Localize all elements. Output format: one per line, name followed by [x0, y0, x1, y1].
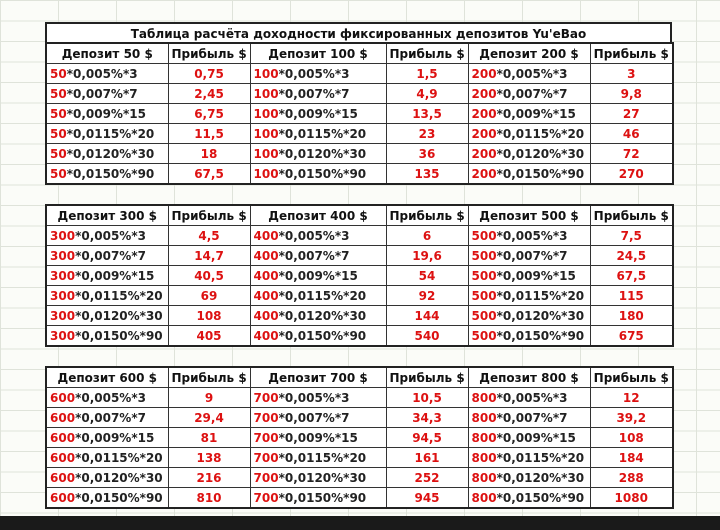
- rate-expression: *0,0115%*20: [496, 450, 585, 465]
- formula-cell[interactable]: [468, 468, 590, 488]
- formula-cell[interactable]: [468, 226, 590, 246]
- profit-cell[interactable]: 67,5: [168, 164, 250, 185]
- profit-cell[interactable]: 184: [590, 448, 673, 468]
- rate-expression: *0,0150%*90: [75, 328, 163, 343]
- profit-cell[interactable]: 12: [590, 388, 673, 408]
- profit-header: Прибыль $: [386, 43, 468, 64]
- rate-expression: *0,009%*15: [66, 106, 146, 121]
- formula-cell[interactable]: [468, 266, 590, 286]
- rate-expression: *0,007%*7: [75, 248, 146, 263]
- formula-cell[interactable]: [468, 164, 590, 185]
- profit-cell[interactable]: 13,5: [386, 104, 468, 124]
- deposit-header: Депозит 500 $: [468, 205, 590, 226]
- deposit-amount: 700: [253, 410, 279, 425]
- table-row: [46, 84, 673, 104]
- formula-cell[interactable]: [250, 144, 386, 164]
- deposit-amount: 400: [253, 308, 279, 323]
- deposit-header: Депозит 800 $: [468, 367, 590, 388]
- profit-cell[interactable]: 405: [168, 326, 250, 347]
- deposit-table-3: [45, 366, 674, 509]
- table-row: [46, 428, 673, 448]
- profit-header: Прибыль $: [386, 367, 468, 388]
- profit-cell[interactable]: 945: [386, 488, 468, 509]
- formula-cell[interactable]: [250, 428, 386, 448]
- rate-expression: *0,0120%*30: [66, 146, 155, 161]
- rate-expression: *0,0115%*20: [66, 126, 155, 141]
- profit-cell[interactable]: 216: [168, 468, 250, 488]
- profit-cell[interactable]: 108: [590, 428, 673, 448]
- formula-cell[interactable]: [46, 266, 168, 286]
- table-row: [46, 286, 673, 306]
- deposit-amount: 100: [253, 146, 279, 161]
- deposit-amount: 100: [253, 106, 279, 121]
- profit-header: Прибыль $: [168, 205, 250, 226]
- table-row: [46, 468, 673, 488]
- profit-header: Прибыль $: [590, 205, 673, 226]
- deposit-amount: 100: [253, 66, 279, 81]
- rate-expression: *0,005%*3: [278, 228, 350, 243]
- rate-expression: *0,007%*7: [496, 248, 568, 263]
- deposit-amount: 500: [471, 228, 497, 243]
- formula-cell[interactable]: [468, 306, 590, 326]
- rate-expression: *0,0150%*90: [66, 166, 155, 181]
- deposit-amount: 500: [471, 308, 497, 323]
- rate-expression: *0,0120%*30: [75, 308, 163, 323]
- rate-expression: *0,0150%*90: [278, 490, 367, 505]
- deposit-amount: 500: [471, 268, 497, 283]
- formula-cell[interactable]: [250, 64, 386, 84]
- formula-cell[interactable]: [468, 124, 590, 144]
- table-row: [46, 326, 673, 347]
- profit-cell[interactable]: 11,5: [168, 124, 250, 144]
- formula-cell[interactable]: [468, 64, 590, 84]
- profit-header: Прибыль $: [386, 205, 468, 226]
- table-row: [46, 266, 673, 286]
- rate-expression: *0,005%*3: [496, 66, 568, 81]
- rate-expression: *0,0150%*90: [496, 328, 585, 343]
- rate-expression: *0,0120%*30: [278, 308, 367, 323]
- profit-cell[interactable]: 9,8: [590, 84, 673, 104]
- profit-cell[interactable]: 69: [168, 286, 250, 306]
- deposit-amount: 800: [471, 390, 497, 405]
- table-row: [46, 448, 673, 468]
- deposit-amount: 800: [471, 490, 497, 505]
- formula-cell[interactable]: [468, 286, 590, 306]
- profit-cell[interactable]: 288: [590, 468, 673, 488]
- profit-cell[interactable]: 92: [386, 286, 468, 306]
- deposit-amount: 800: [471, 430, 497, 445]
- rate-expression: *0,0150%*90: [496, 490, 585, 505]
- deposit-amount: 700: [253, 450, 279, 465]
- formula-cell[interactable]: [468, 84, 590, 104]
- rate-expression: *0,005%*3: [278, 66, 350, 81]
- formula-cell[interactable]: [250, 104, 386, 124]
- deposit-amount: 700: [253, 470, 279, 485]
- formula-cell[interactable]: [46, 488, 168, 509]
- formula-cell[interactable]: [468, 428, 590, 448]
- deposit-header: Депозит 400 $: [250, 205, 386, 226]
- profit-cell[interactable]: 18: [168, 144, 250, 164]
- profit-cell[interactable]: 29,4: [168, 408, 250, 428]
- header-row: [46, 367, 673, 388]
- deposit-amount: 100: [253, 126, 279, 141]
- profit-cell[interactable]: 0,75: [168, 64, 250, 84]
- header-row: [46, 205, 673, 226]
- formula-cell[interactable]: [468, 388, 590, 408]
- table-row: [46, 408, 673, 428]
- profit-cell[interactable]: 4,9: [386, 84, 468, 104]
- formula-cell[interactable]: [468, 144, 590, 164]
- formula-cell[interactable]: [46, 104, 168, 124]
- rate-expression: *0,0150%*90: [278, 166, 367, 181]
- rate-expression: *0,0115%*20: [278, 288, 367, 303]
- formula-cell[interactable]: [46, 448, 168, 468]
- profit-cell[interactable]: 39,2: [590, 408, 673, 428]
- table-row: [46, 104, 673, 124]
- deposit-amount: 800: [471, 470, 497, 485]
- rate-expression: *0,005%*3: [278, 390, 350, 405]
- profit-header: Прибыль $: [590, 43, 673, 64]
- rate-expression: *0,0115%*20: [278, 126, 367, 141]
- rate-expression: *0,007%*7: [278, 86, 350, 101]
- profit-cell[interactable]: 10,5: [386, 388, 468, 408]
- profit-cell[interactable]: 6: [386, 226, 468, 246]
- rate-expression: *0,0150%*90: [75, 490, 163, 505]
- formula-cell[interactable]: [46, 408, 168, 428]
- table-row: [46, 488, 673, 509]
- profit-cell[interactable]: 540: [386, 326, 468, 347]
- profit-cell[interactable]: 24,5: [590, 246, 673, 266]
- deposit-amount: 600: [50, 470, 76, 485]
- profit-cell[interactable]: 252: [386, 468, 468, 488]
- rate-expression: *0,0115%*20: [278, 450, 367, 465]
- formula-cell[interactable]: [46, 286, 168, 306]
- formula-cell[interactable]: [250, 408, 386, 428]
- table-row: [46, 226, 673, 246]
- rate-expression: *0,0120%*30: [496, 146, 585, 161]
- formula-cell[interactable]: [46, 124, 168, 144]
- formula-cell[interactable]: [250, 266, 386, 286]
- rate-expression: *0,007%*7: [278, 248, 350, 263]
- table-row: [46, 306, 673, 326]
- deposit-amount: 400: [253, 268, 279, 283]
- formula-cell[interactable]: [250, 388, 386, 408]
- deposit-amount: 50: [50, 166, 67, 181]
- table-row: [46, 64, 673, 84]
- deposit-header: Депозит 50 $: [46, 43, 168, 64]
- profit-cell[interactable]: 270: [590, 164, 673, 185]
- rate-expression: *0,0120%*30: [75, 470, 163, 485]
- deposit-header: Депозит 700 $: [250, 367, 386, 388]
- profit-cell[interactable]: 138: [168, 448, 250, 468]
- profit-header: Прибыль $: [168, 367, 250, 388]
- formula-cell[interactable]: [46, 164, 168, 185]
- deposit-amount: 200: [471, 166, 497, 181]
- deposit-amount: 700: [253, 390, 279, 405]
- deposit-amount: 200: [471, 86, 497, 101]
- rate-expression: *0,005%*3: [75, 390, 146, 405]
- formula-cell[interactable]: [46, 468, 168, 488]
- deposit-amount: 500: [471, 288, 497, 303]
- deposit-amount: 200: [471, 146, 497, 161]
- profit-cell[interactable]: 46: [590, 124, 673, 144]
- deposit-amount: 50: [50, 66, 67, 81]
- deposit-header: Депозит 200 $: [468, 43, 590, 64]
- formula-cell[interactable]: [250, 286, 386, 306]
- deposit-amount: 300: [50, 328, 76, 343]
- formula-cell[interactable]: [250, 488, 386, 509]
- profit-cell[interactable]: 144: [386, 306, 468, 326]
- deposit-amount: 500: [471, 328, 497, 343]
- profit-cell[interactable]: 7,5: [590, 226, 673, 246]
- profit-header: Прибыль $: [168, 43, 250, 64]
- rate-expression: *0,009%*15: [75, 268, 155, 283]
- deposit-amount: 400: [253, 328, 279, 343]
- deposit-amount: 700: [253, 490, 279, 505]
- profit-cell[interactable]: 34,3: [386, 408, 468, 428]
- formula-cell[interactable]: [250, 468, 386, 488]
- rate-expression: *0,0120%*30: [496, 470, 585, 485]
- formula-cell[interactable]: [46, 226, 168, 246]
- profit-cell[interactable]: 81: [168, 428, 250, 448]
- rate-expression: *0,005%*3: [496, 228, 568, 243]
- profit-cell[interactable]: 36: [386, 144, 468, 164]
- deposit-amount: 400: [253, 228, 279, 243]
- profit-cell[interactable]: 810: [168, 488, 250, 509]
- rate-expression: *0,009%*15: [278, 268, 358, 283]
- deposit-amount: 400: [253, 288, 279, 303]
- formula-cell[interactable]: [250, 448, 386, 468]
- deposit-table-1: [45, 42, 674, 185]
- deposit-amount: 800: [471, 410, 497, 425]
- deposit-header: Депозит 600 $: [46, 367, 168, 388]
- table-row: [46, 246, 673, 266]
- formula-cell[interactable]: [250, 306, 386, 326]
- profit-cell[interactable]: 180: [590, 306, 673, 326]
- profit-cell[interactable]: 675: [590, 326, 673, 347]
- rate-expression: *0,0115%*20: [75, 450, 163, 465]
- formula-cell[interactable]: [468, 326, 590, 347]
- formula-cell[interactable]: [46, 64, 168, 84]
- header-row: [46, 43, 673, 64]
- deposit-amount: 500: [471, 248, 497, 263]
- deposit-amount: 200: [471, 126, 497, 141]
- formula-cell[interactable]: [468, 246, 590, 266]
- rate-expression: *0,009%*15: [278, 430, 358, 445]
- rate-expression: *0,007%*7: [496, 86, 568, 101]
- deposit-amount: 200: [471, 106, 497, 121]
- profit-cell[interactable]: 6,75: [168, 104, 250, 124]
- formula-cell[interactable]: [46, 326, 168, 347]
- formula-cell[interactable]: [250, 124, 386, 144]
- profit-cell[interactable]: 1080: [590, 488, 673, 509]
- formula-cell[interactable]: [250, 326, 386, 347]
- table-title: Таблица расчёта доходности фиксированных депозитов Yu'eBao: [45, 22, 672, 44]
- table-row: [46, 124, 673, 144]
- profit-cell[interactable]: 135: [386, 164, 468, 185]
- deposit-amount: 300: [50, 268, 76, 283]
- rate-expression: *0,0120%*30: [496, 308, 585, 323]
- screen-bottom-edge: [0, 516, 720, 530]
- formula-cell[interactable]: [46, 388, 168, 408]
- rate-expression: *0,005%*3: [75, 228, 146, 243]
- deposit-amount: 700: [253, 430, 279, 445]
- formula-cell[interactable]: [468, 448, 590, 468]
- table-row: [46, 144, 673, 164]
- rate-expression: *0,0115%*20: [75, 288, 163, 303]
- profit-cell[interactable]: 161: [386, 448, 468, 468]
- rate-expression: *0,0115%*20: [496, 288, 585, 303]
- rate-expression: *0,009%*15: [496, 268, 576, 283]
- rate-expression: *0,009%*15: [496, 106, 576, 121]
- profit-cell[interactable]: 3: [590, 64, 673, 84]
- deposit-amount: 200: [471, 66, 497, 81]
- profit-cell[interactable]: 40,5: [168, 266, 250, 286]
- profit-cell[interactable]: 9: [168, 388, 250, 408]
- deposit-amount: 300: [50, 308, 76, 323]
- profit-cell[interactable]: 4,5: [168, 226, 250, 246]
- rate-expression: *0,007%*7: [66, 86, 138, 101]
- profit-cell[interactable]: 14,7: [168, 246, 250, 266]
- deposit-amount: 50: [50, 146, 67, 161]
- deposit-header: Депозит 300 $: [46, 205, 168, 226]
- formula-cell[interactable]: [46, 306, 168, 326]
- rate-expression: *0,0150%*90: [278, 328, 367, 343]
- rate-expression: *0,009%*15: [496, 430, 576, 445]
- profit-cell[interactable]: 27: [590, 104, 673, 124]
- deposit-amount: 300: [50, 288, 76, 303]
- rate-expression: *0,0120%*30: [278, 146, 367, 161]
- rate-expression: *0,007%*7: [75, 410, 146, 425]
- deposit-amount: 50: [50, 106, 67, 121]
- profit-cell[interactable]: 2,45: [168, 84, 250, 104]
- deposit-amount: 100: [253, 166, 279, 181]
- profit-cell[interactable]: 54: [386, 266, 468, 286]
- rate-expression: *0,0150%*90: [496, 166, 585, 181]
- table-row: [46, 164, 673, 185]
- formula-cell[interactable]: [468, 408, 590, 428]
- rate-expression: *0,009%*15: [75, 430, 155, 445]
- deposit-table-2: [45, 204, 674, 347]
- formula-cell[interactable]: [250, 246, 386, 266]
- deposit-amount: 800: [471, 450, 497, 465]
- formula-cell[interactable]: [250, 226, 386, 246]
- profit-cell[interactable]: 94,5: [386, 428, 468, 448]
- profit-cell[interactable]: 115: [590, 286, 673, 306]
- formula-cell[interactable]: [46, 428, 168, 448]
- formula-cell[interactable]: [250, 84, 386, 104]
- deposit-amount: 50: [50, 86, 67, 101]
- formula-cell[interactable]: [46, 246, 168, 266]
- deposit-amount: 300: [50, 248, 76, 263]
- rate-expression: *0,009%*15: [278, 106, 358, 121]
- profit-cell[interactable]: 108: [168, 306, 250, 326]
- deposit-amount: 400: [253, 248, 279, 263]
- profit-cell[interactable]: 67,5: [590, 266, 673, 286]
- profit-cell[interactable]: 23: [386, 124, 468, 144]
- deposit-amount: 600: [50, 430, 76, 445]
- deposit-amount: 50: [50, 126, 67, 141]
- table-row: [46, 388, 673, 408]
- rate-expression: *0,005%*3: [66, 66, 138, 81]
- formula-cell[interactable]: [46, 84, 168, 104]
- deposit-amount: 600: [50, 450, 76, 465]
- profit-cell[interactable]: 1,5: [386, 64, 468, 84]
- deposit-amount: 300: [50, 228, 76, 243]
- deposit-header: Депозит 100 $: [250, 43, 386, 64]
- deposit-amount: 600: [50, 490, 76, 505]
- rate-expression: *0,007%*7: [278, 410, 350, 425]
- formula-cell[interactable]: [468, 488, 590, 509]
- rate-expression: *0,0120%*30: [278, 470, 367, 485]
- deposit-amount: 600: [50, 390, 76, 405]
- formula-cell[interactable]: [250, 164, 386, 185]
- formula-cell[interactable]: [468, 104, 590, 124]
- profit-header: Прибыль $: [590, 367, 673, 388]
- rate-expression: *0,007%*7: [496, 410, 568, 425]
- profit-cell[interactable]: 72: [590, 144, 673, 164]
- formula-cell[interactable]: [46, 144, 168, 164]
- rate-expression: *0,0115%*20: [496, 126, 585, 141]
- deposit-amount: 100: [253, 86, 279, 101]
- deposit-amount: 600: [50, 410, 76, 425]
- rate-expression: *0,005%*3: [496, 390, 568, 405]
- profit-cell[interactable]: 19,6: [386, 246, 468, 266]
